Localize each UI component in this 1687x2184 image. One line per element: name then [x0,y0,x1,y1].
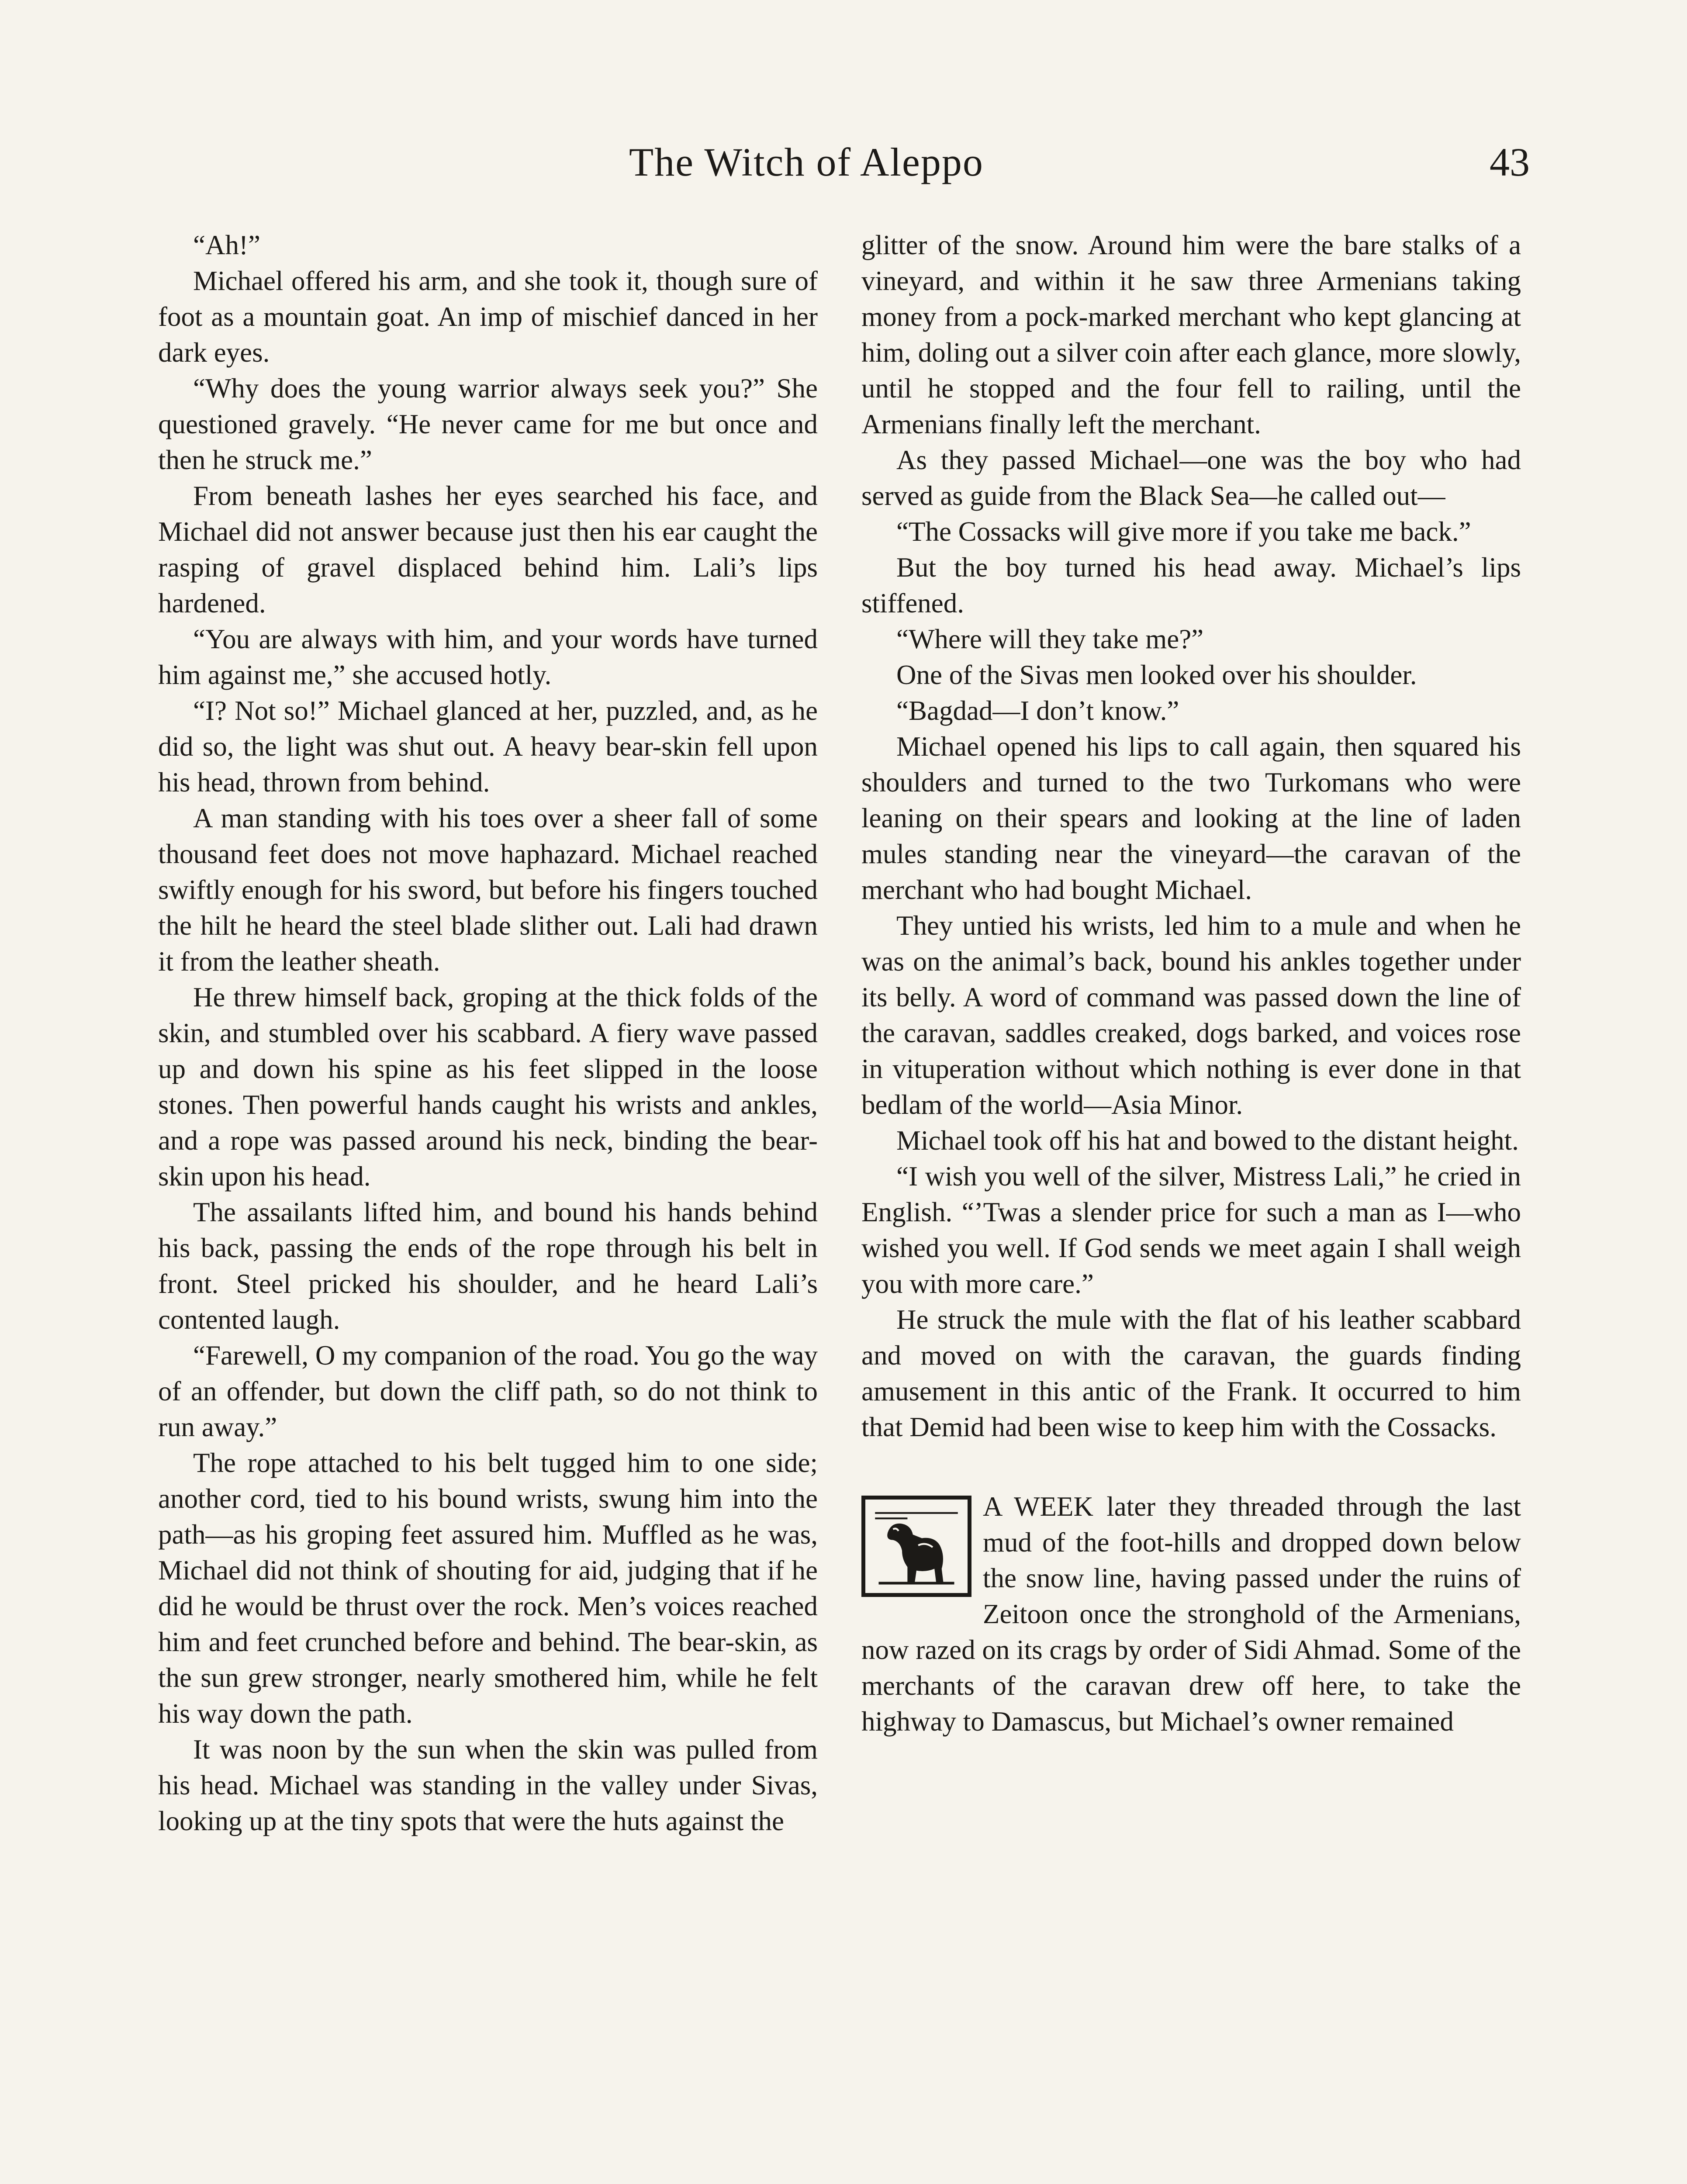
paragraph: He threw himself back, groping at the thick folds of the skin, and stumbled over his scabbard. A fiery wave passed up and down his spine as his feet slipped in the loose stones. Then powerful hands caught his wrists and ankles, and a rope was passed around his neck, binding the bear-skin upon his head. [158,982,818,1192]
section-lead-words: A WEEK [983,1491,1094,1522]
paragraph: But the boy turned his head away. Michael’s lips stiffened. [861,552,1521,619]
paragraph: “Ah!” [193,230,260,260]
section-opening-paragraph [861,1489,1521,1739]
paragraph: Michael took off his hat and bowed to the distant height. [896,1125,1519,1156]
paragraph: “I? Not so!” Michael glanced at her, puzzled, and, as he did so, the light was shut out. A heavy bear-skin fell upon his head, thrown from behind. [158,695,818,798]
paragraph: “The Cossacks will give more if you take me back.” [896,516,1471,547]
paragraph: A man standing with his toes over a sheer fall of some thousand feet does not move haphazard. Michael reached swiftly enough for his sword, but before his fingers touched the hilt he heard the steel blade slither out. Lali had drawn it from the leather sheath. [158,803,818,977]
paragraph: “Where will they take me?” [896,624,1204,654]
paragraph: Michael opened his lips to call again, then squared his shoulders and turned to the two Turkomans who were leaning on their spears and looking at the line of laden mules standing near the vineyard—the caravan of the merchant who had bought Michael. [861,731,1521,905]
ornament-camel-icon [861,1496,971,1597]
paragraph: “Farewell, O my companion of the road. You go the way of an offender, but down the cliff path, so do not think to run away.” [158,1340,818,1442]
paragraph: From beneath lashes her eyes searched his face, and Michael did not answer because just then his ear caught the rasping of gravel displaced behind him. Lali’s lips hardened. [158,480,818,619]
paragraph: The rope attached to his belt tugged him to one side; another cord, tied to his bound wrists, swung him into the path—as his groping feet assured him. Muffled as he was, Michael did not think of shouting for aid, judging that if he did he would be thrust over the rock. Men’s voices reached him and feet crunched before and behind. The bear-skin, as the sun grew stronger, nearly smothered him, while he felt his way down the path. [158,1448,818,1729]
section-break [861,1445,1521,1489]
paragraph: As they passed Michael—one was the boy who had served as guide from the Black Sea—he called out— [861,445,1521,511]
paragraph: He struck the mule with the flat of his leather scabbard and moved on with the caravan, the guards finding amusement in this antic of the Frank. It occurred to him that Demid had been wise to keep him with the Cossacks. [861,1304,1521,1442]
right-column [861,227,1521,1739]
page-number: 43 [1490,140,1530,184]
paragraph: Michael offered his arm, and she took it, though sure of foot as a mountain goat. An imp of mischief danced in her dark eyes. [158,266,818,368]
paragraph: It was noon by the sun when the skin was pulled from his head. Michael was standing in the valley under Sivas, looking up at the tiny spots that were the huts against the [158,1734,818,1836]
section-body-text: later they threaded through the last mud of the foot-hills and dropped down below the snow line, having passed under the ruins of Zeitoon once the stronghold of the Armenians, now razed on its crags by order of Sidi Ahmad. Some of the merchants of the caravan drew off here, to take the highway to Damascus, but Michael’s owner remained [861,1491,1521,1737]
paragraph: glitter of the snow. Around him were the bare stalks of a vineyard, and within it he saw three Armenians taking money from a pock-marked merchant who kept glancing at him, doling out a silver coin after each glance, more slowly, until he stopped and the four fell to railing, until the Armenians finally left the merchant. [861,230,1521,439]
running-head-title: The Witch of Aleppo [629,140,984,184]
paragraph: “Why does the young warrior always seek you?” She questioned gravely. “He never came for me but once and then he struck me.” [158,373,818,475]
paragraph: “You are always with him, and your words have turned him against me,” she accused hotly. [158,624,818,690]
left-column [158,227,818,1839]
paragraph: One of the Sivas men looked over his shoulder. [896,660,1417,690]
paragraph: “Bagdad—I don’t know.” [896,695,1179,726]
paragraph: They untied his wrists, led him to a mule and when he was on the animal’s back, bound his ankles together under its belly. A word of command was passed down the line of the caravan, saddles creaked, dogs barked, and voices rose in vituperation without which nothing is ever done in that bedlam of the world—Asia Minor. [861,910,1521,1120]
paragraph: The assailants lifted him, and bound his hands behind his back, passing the ends of the rope through his belt in front. Steel pricked his shoulder, and he heard Lali’s contented laugh. [158,1197,818,1335]
paragraph: “I wish you well of the silver, Mistress Lali,” he cried in English. “’Twas a slender price for such a man as I—who wished you well. If God sends we meet again I shall weigh you with more care.” [861,1161,1521,1299]
